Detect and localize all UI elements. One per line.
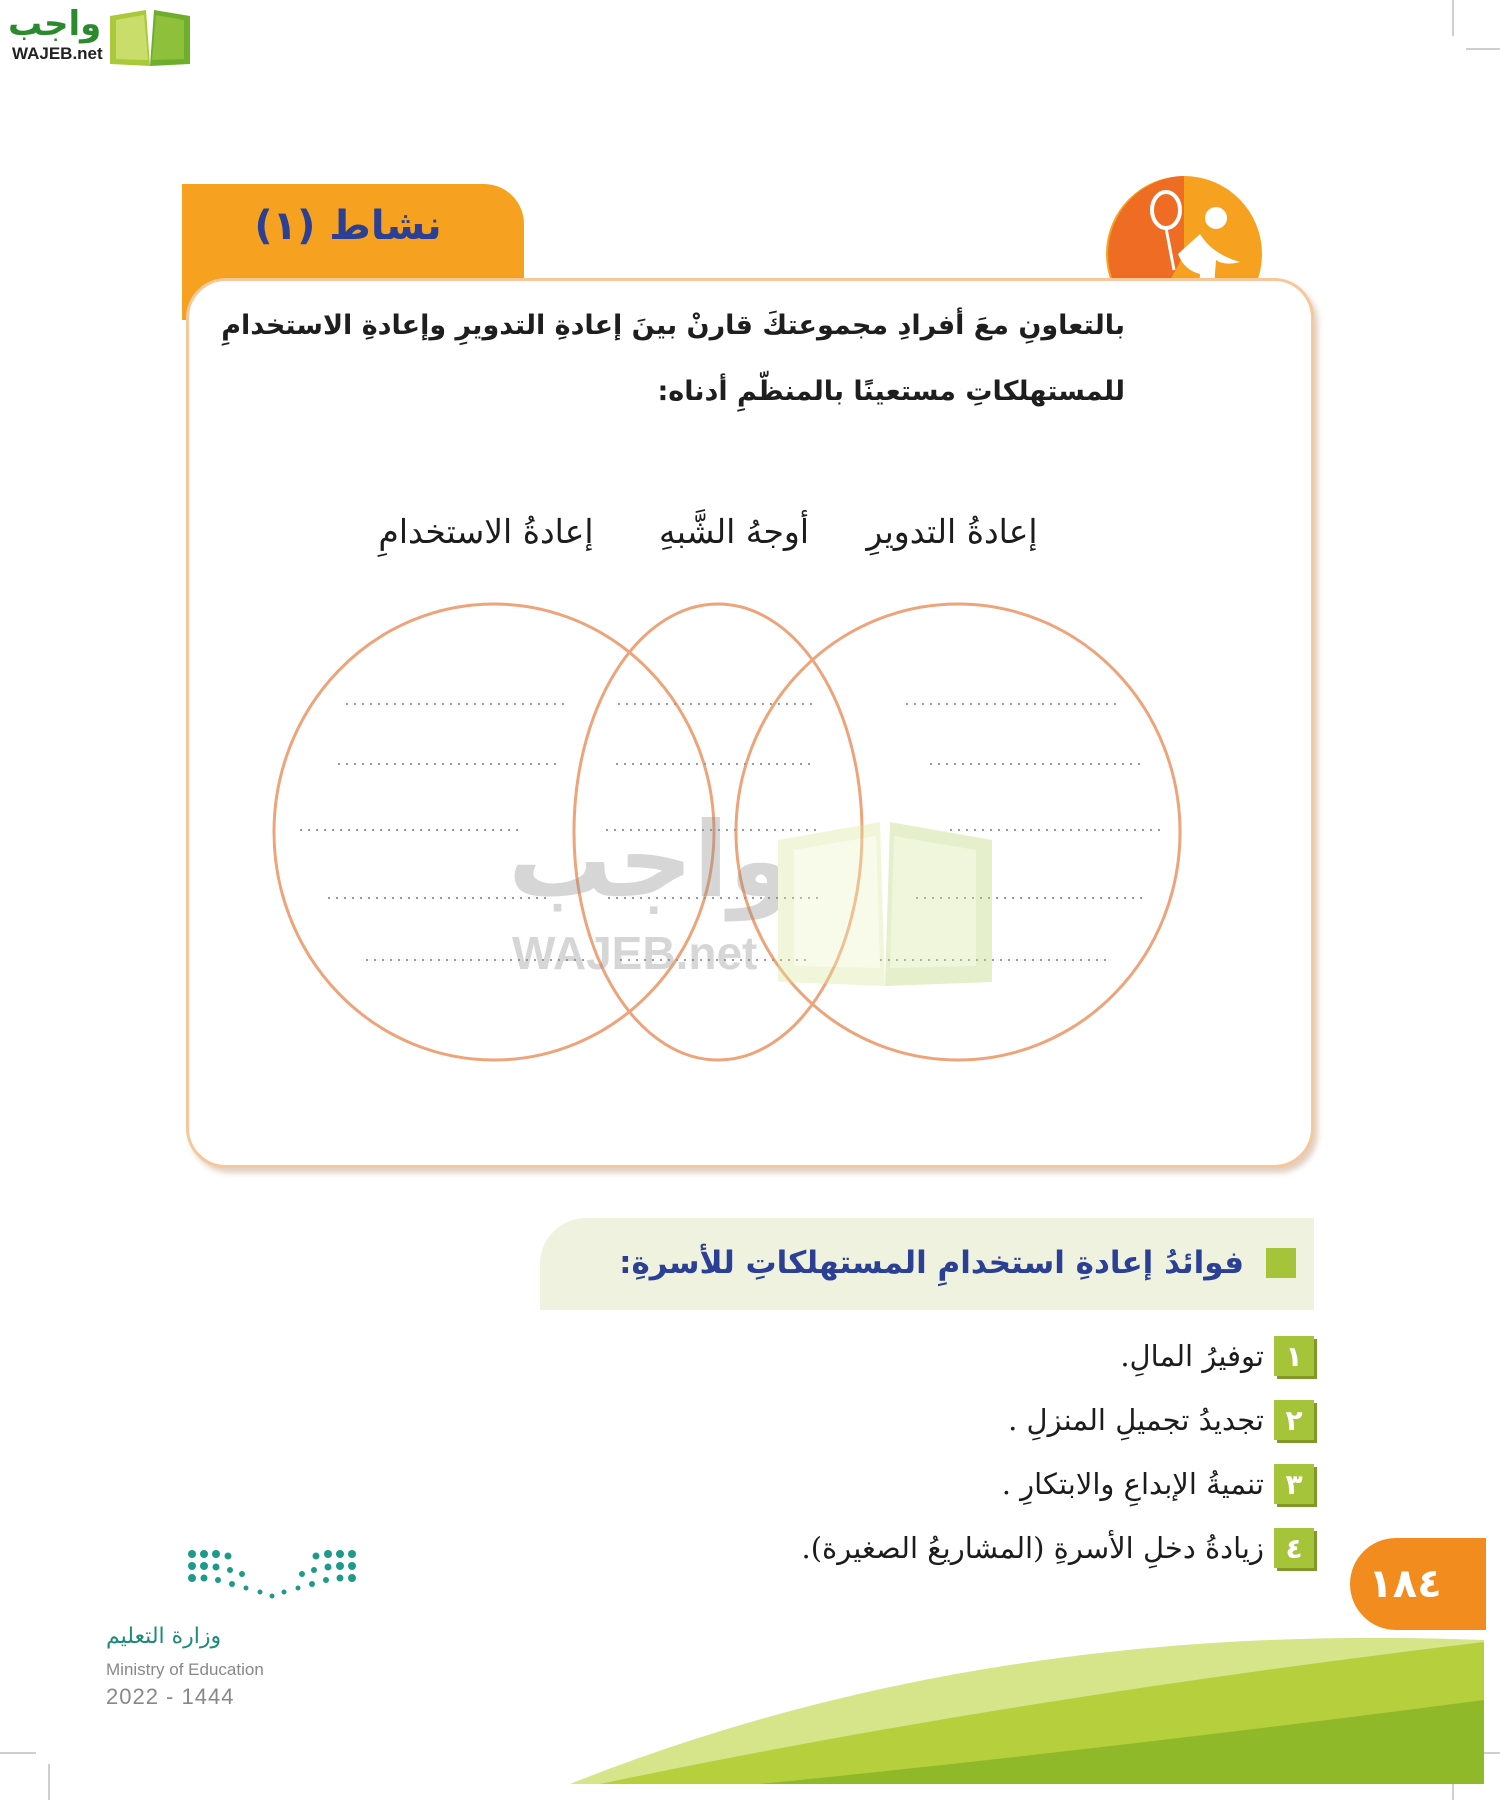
activity-box	[186, 278, 1314, 1168]
logo-text-en: WAJEB.net	[12, 44, 103, 63]
benefit-text: توفيرُ المالِ.	[1120, 1339, 1264, 1373]
benefit-item-4	[802, 1526, 1315, 1570]
benefit-number-badge: ٤	[1274, 1528, 1314, 1568]
benefit-text: زيادةُ دخلِ الأسرةِ (المشاريعُ الصغيرة).	[801, 1531, 1264, 1565]
benefit-item-2	[1008, 1398, 1314, 1442]
ministry-name-en: Ministry of Education	[106, 1660, 264, 1679]
venn-label-reuse: إعادةُ الاستخدامِ	[378, 512, 594, 551]
crop-mark-bottom-right-h	[1466, 1752, 1500, 1754]
crop-mark-bottom-left-h	[0, 1752, 36, 1754]
crop-mark-bottom-left-v	[48, 1764, 50, 1800]
instruction-line-1: بالتعاونِ معَ أفرادِ مجموعتكَ قارنْ بينَ إعادةِ التدويرِ وإعادةِ الاستخدامِ	[221, 310, 1125, 341]
benefit-number-badge: ٣	[1274, 1464, 1314, 1504]
crop-mark-top-right-h	[1466, 48, 1500, 50]
watermark-text-ar: واجب	[508, 799, 794, 921]
heading-bullet-square	[1266, 1248, 1296, 1278]
benefit-number-badge: ١	[1274, 1336, 1314, 1376]
activity-title: نشاط (١)	[254, 203, 442, 249]
venn-label-similarities: أوجهُ الشَّبهِ	[659, 512, 809, 551]
watermark-text-en: WAJEB.net	[512, 927, 758, 979]
book-icon	[106, 6, 194, 70]
benefit-text: تنميةُ الإبداعِ والابتكارِ .	[1001, 1467, 1264, 1501]
ministry-year: 2022 - 1444	[106, 1684, 235, 1709]
watermark-book-icon	[772, 816, 998, 992]
benefit-item-1	[1120, 1334, 1314, 1378]
logo-text-ar: واجب	[8, 4, 102, 44]
venn-label-recycling: إعادةُ التدويرِ	[866, 512, 1038, 551]
benefit-number-badge: ٢	[1274, 1400, 1314, 1440]
ministry-name-ar: وزارة التعليم	[106, 1624, 222, 1649]
ministry-dots-icon	[186, 1548, 358, 1608]
wajeb-logo[interactable]	[8, 4, 193, 70]
crop-mark-bottom-right-v	[1452, 1764, 1454, 1800]
page-number: ١٨٤	[1368, 1561, 1442, 1607]
ministry-logo	[100, 1548, 360, 1718]
benefit-item-3	[1002, 1462, 1314, 1506]
wajeb-watermark	[500, 799, 1000, 996]
instruction-line-2: للمستهلكاتِ مستعينًا بالمنظّمِ أدناه:	[657, 376, 1125, 407]
crop-mark-top-right-v	[1452, 0, 1454, 36]
benefits-heading: فوائدُ إعادةِ استخدامِ المستهلكاتِ للأسرةِ:	[619, 1245, 1244, 1281]
benefit-text: تجديدُ تجميلِ المنزلِ .	[1008, 1403, 1264, 1437]
